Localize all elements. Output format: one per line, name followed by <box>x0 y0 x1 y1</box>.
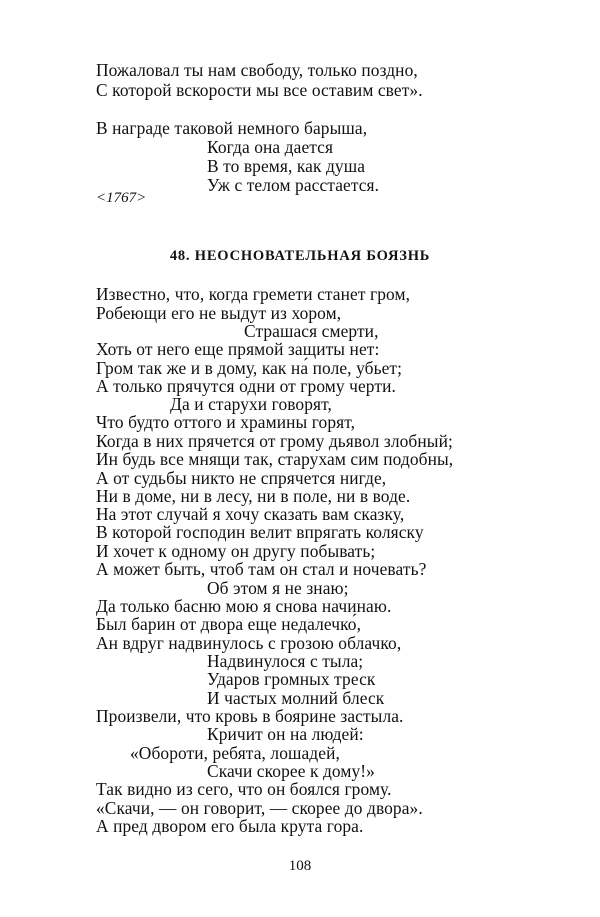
poem-line: Что будто оттого и храмины горят, <box>96 412 356 432</box>
poem-line: Ударов громных треск <box>207 669 376 689</box>
poem-line: Кричит он на людей: <box>207 724 364 744</box>
previous-poem-line: С которой вскорости мы все оставим свет». <box>96 80 423 100</box>
poem-line: Об этом я не знаю; <box>207 578 349 598</box>
poem-line: Надвинулося с тыла; <box>207 651 364 671</box>
poem-line: Ни в доме, ни в лесу, ни в поле, ни в воде. <box>96 486 411 506</box>
poem-line: «Скачи, — он говорит, — скорее до двора». <box>96 798 423 818</box>
poem-line: А может быть, чтоб там он стал и ночевать? <box>96 559 427 579</box>
poem-line: Так видно из сего, что он боялся грому. <box>96 779 392 799</box>
poem-line: Ин будь все мнящи так, старухам сим подобны, <box>96 449 454 469</box>
previous-poem-line: Когда она дается <box>207 137 334 157</box>
poem-line: И хочет к одному он другу побывать; <box>96 541 376 561</box>
poem-line: Скачи скорее к дому!» <box>207 761 375 781</box>
poem-line: И частых молний блеск <box>207 688 385 708</box>
poem-line: А пред двором его была крута гора. <box>96 816 364 836</box>
poem-line: А только прячутся одни от грому черти. <box>96 376 396 396</box>
poem-line: Был барин от двора еще недалечко́, <box>96 614 362 634</box>
poem-line: Страшася смерти, <box>244 321 379 341</box>
poem-line: В которой господин велит впрягать коляску <box>96 522 424 542</box>
poem-line: Робеющи его не выдут из хором, <box>96 303 342 323</box>
poem-line: Ан вдруг надвинулось с грозою облачко, <box>96 633 402 653</box>
previous-poem-line: В награде таковой немного барыша, <box>96 118 368 138</box>
poem-line: Когда в них прячется от грому дьявол злобный; <box>96 431 453 451</box>
poem-line: «Обороти, ребята, лошадей, <box>130 743 340 763</box>
previous-poem-line: Пожаловал ты нам свободу, только поздно, <box>96 60 418 80</box>
previous-poem-line: В то время, как душа <box>207 156 366 176</box>
poem-title: 48. НЕОСНОВАТЕЛЬНАЯ БОЯЗНЬ <box>169 248 431 264</box>
poem-line: Гром так же и в дому, как на́ поле, убьет; <box>96 358 403 378</box>
poem-line: Известно, что, когда гремети станет гром, <box>96 284 411 304</box>
previous-poem-line: Уж с телом расстается. <box>207 175 380 195</box>
poem-line: Произвели, что кровь в боярине застыла. <box>96 706 404 726</box>
poem-line: А от судьбы никто не спрячется нигде, <box>96 468 387 488</box>
poem-line: На этот случай я хочу сказать вам сказку, <box>96 504 405 524</box>
poem-line: Да и старухи говорят, <box>170 394 332 414</box>
poem-line: Да только басню мою я снова начинаю. <box>96 596 392 616</box>
page-number: 108 <box>288 858 312 874</box>
poem-line: Хоть от него еще прямой защиты нет: <box>96 339 380 359</box>
poem-date: <1767> <box>96 190 147 206</box>
